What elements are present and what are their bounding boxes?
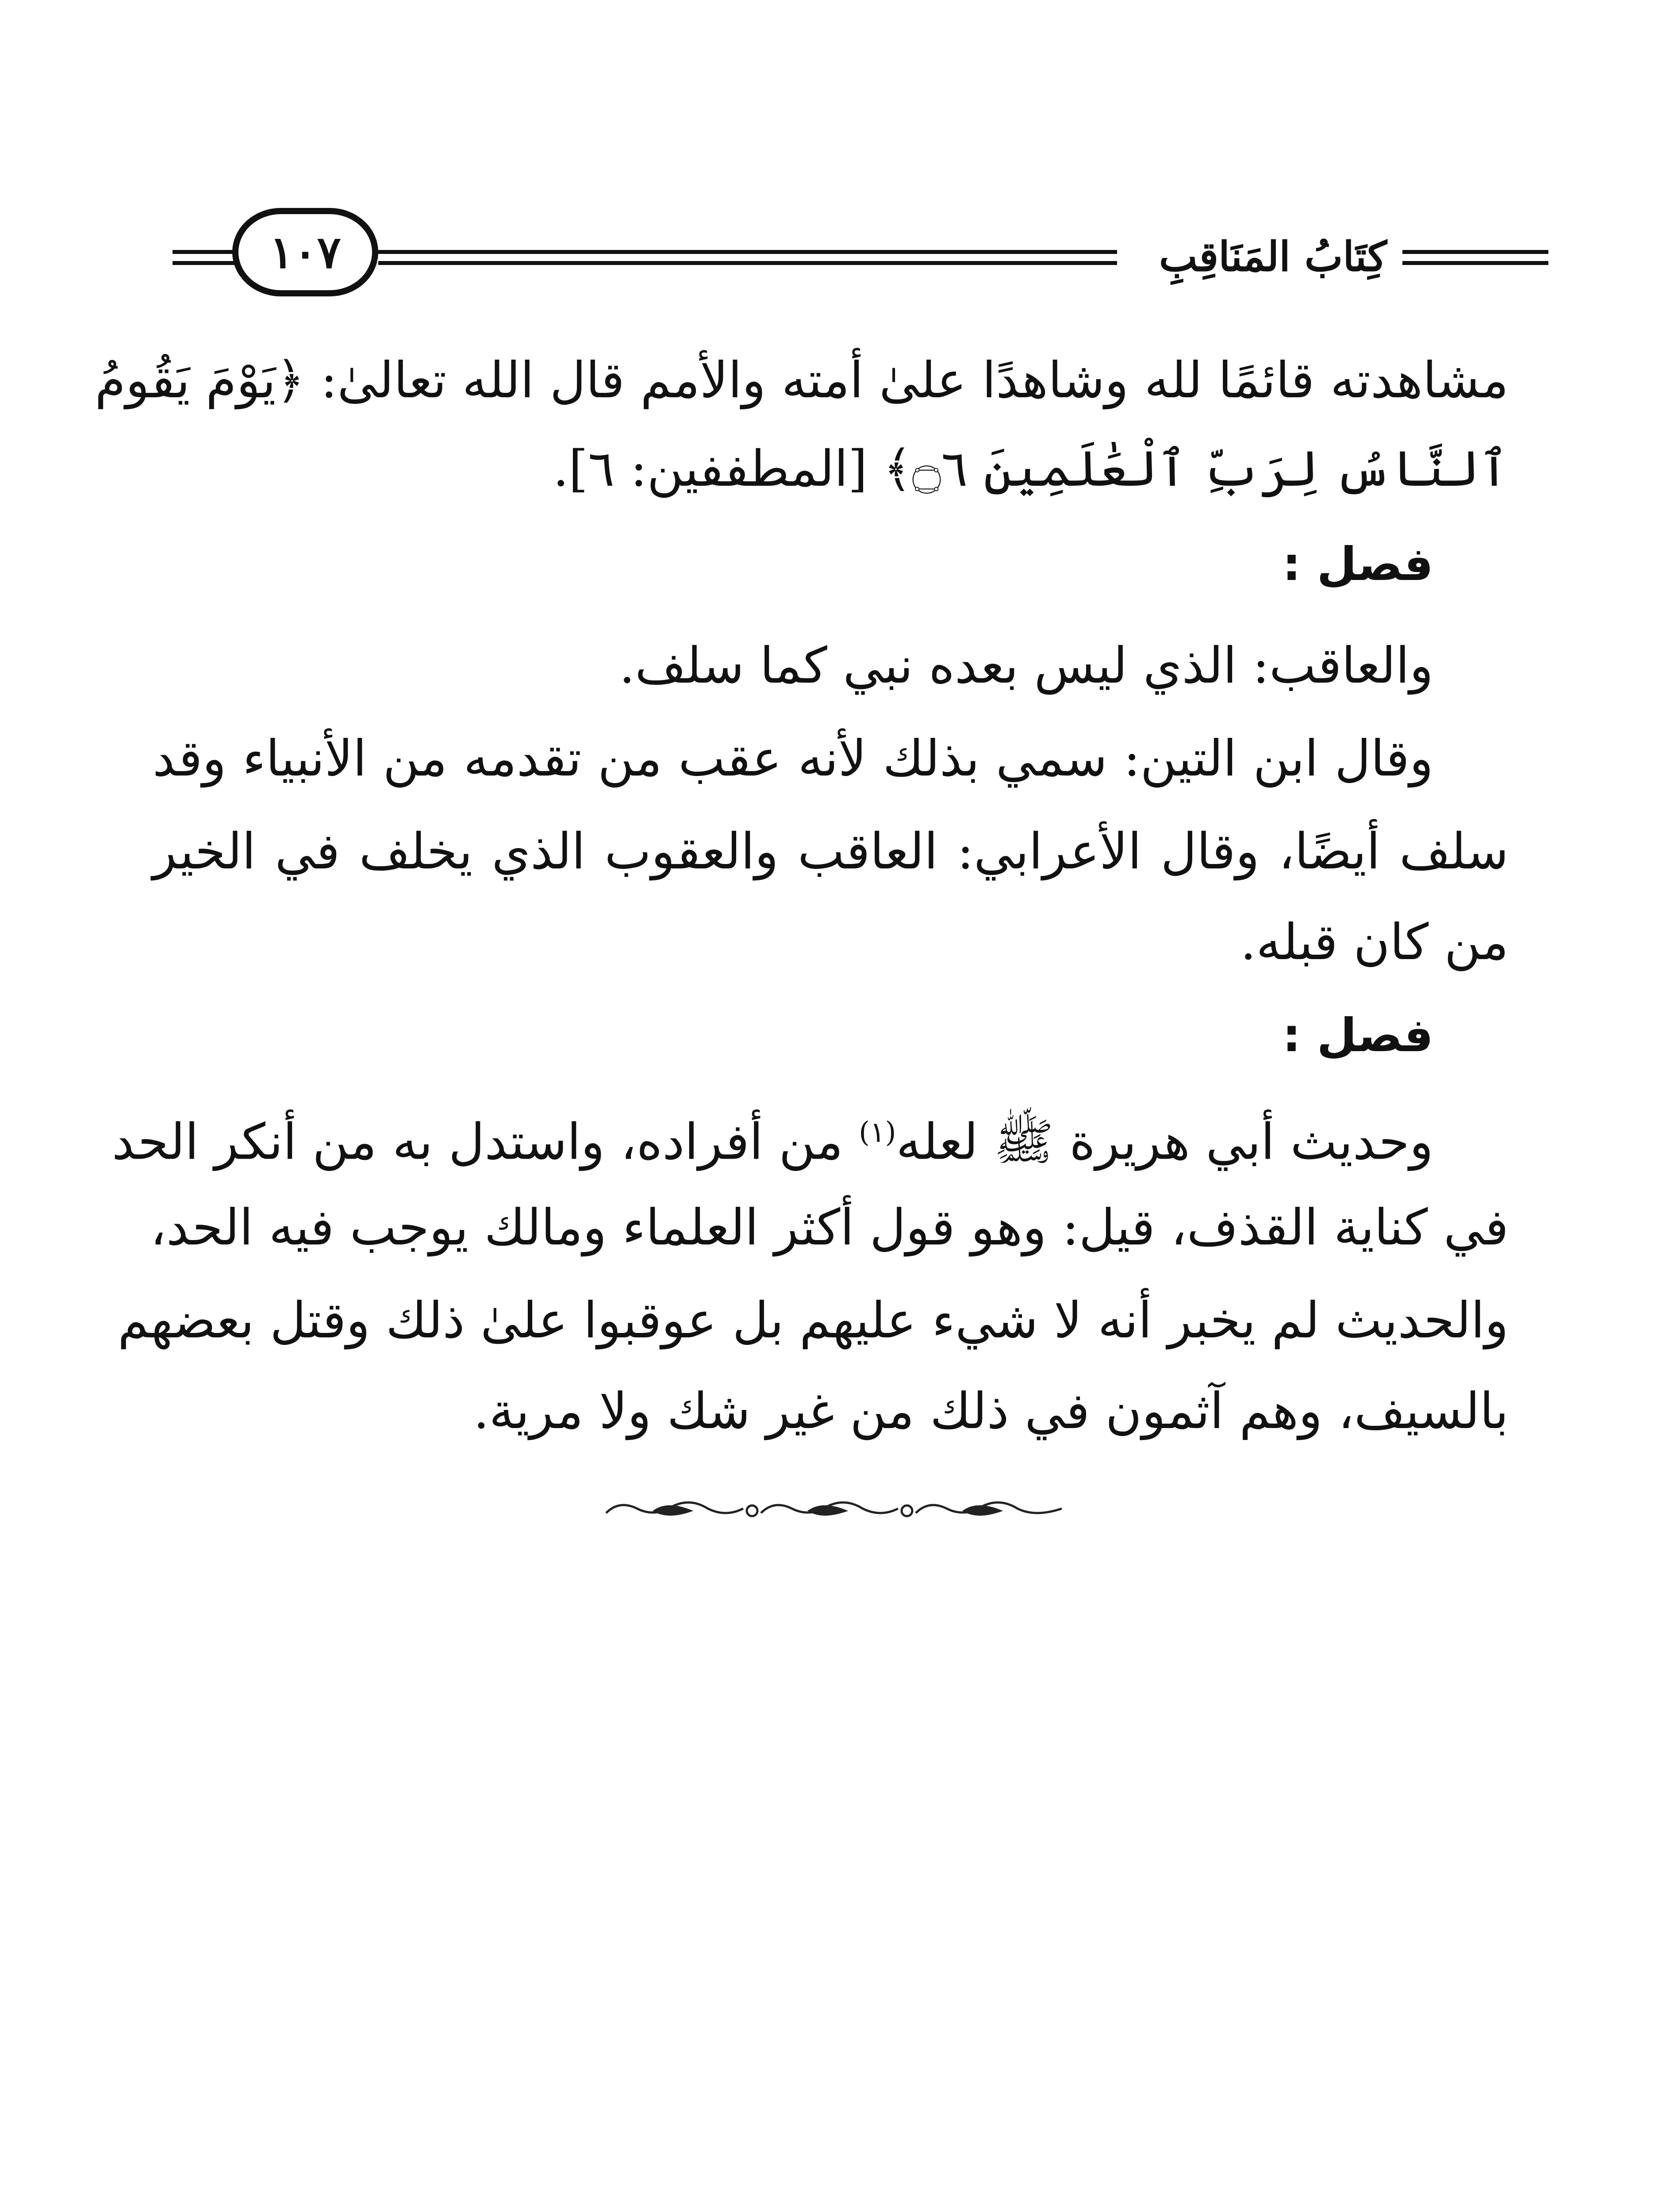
body-line-7-start: وحديث أبي هريرة ﷺ لعله (896, 1113, 1433, 1171)
page-number: ١٠٧ (269, 226, 341, 278)
header-rule-middle (378, 250, 1117, 254)
body-line-7 (111, 1099, 1433, 1175)
body-line-2: ٱلنَّاسُ لِرَبِّ ٱلْعَٰلَمِينَ ۝٦﴾ [المطففين: ٦]. (553, 440, 1509, 498)
body-line-6: من كان قبله. (1240, 914, 1509, 971)
body-line-9: والحديث لم يخبر أنه لا شيء عليهم بل عوقبوا علىٰ ذلك وقتل بعضهم (118, 1292, 1509, 1349)
body-line-5: سلف أيضًا، وقال الأعرابي: العاقب والعقوب الذي يخلف في الخير (153, 823, 1509, 880)
header-rule-right (1402, 250, 1548, 254)
page-number-badge (232, 208, 378, 296)
body-line-3: والعاقب: الذي ليس بعده نبي كما سلف. (619, 637, 1433, 695)
body-line-7-end: من أفراده، واستدل به من أنكر الحد (111, 1113, 843, 1171)
body-line-4: وقال ابن التين: سمي بذلك لأنه عقب من تقدمه من الأنبياء وقد (153, 730, 1433, 787)
header-rule-left-lower (173, 261, 237, 265)
body-line-10: بالسيف، وهم آثمون في ذلك من غير شك ولا مرية. (473, 1382, 1509, 1440)
section-heading-2: فصل : (1282, 1008, 1433, 1062)
header-rule-middle-lower (378, 261, 1117, 265)
section-heading-1: فصل : (1282, 537, 1433, 591)
body-line-1: مشاهدته قائمًا لله وشاهدًا علىٰ أمته والأمم قال الله تعالىٰ: ﴿يَوْمَ يَقُومُ (95, 352, 1509, 409)
decorative-ornament (602, 1491, 1071, 1526)
running-header-title: كِتَابُ المَنَاقِبِ (1159, 233, 1387, 280)
header-rule-right-lower (1402, 261, 1548, 265)
header-rule-left (173, 250, 237, 254)
body-line-8: في كناية القذف، قيل: وهو قول أكثر العلماء ومالك يوجب فيه الحد، (150, 1199, 1509, 1256)
footnote-ref-1[interactable]: (١) (859, 1116, 896, 1149)
